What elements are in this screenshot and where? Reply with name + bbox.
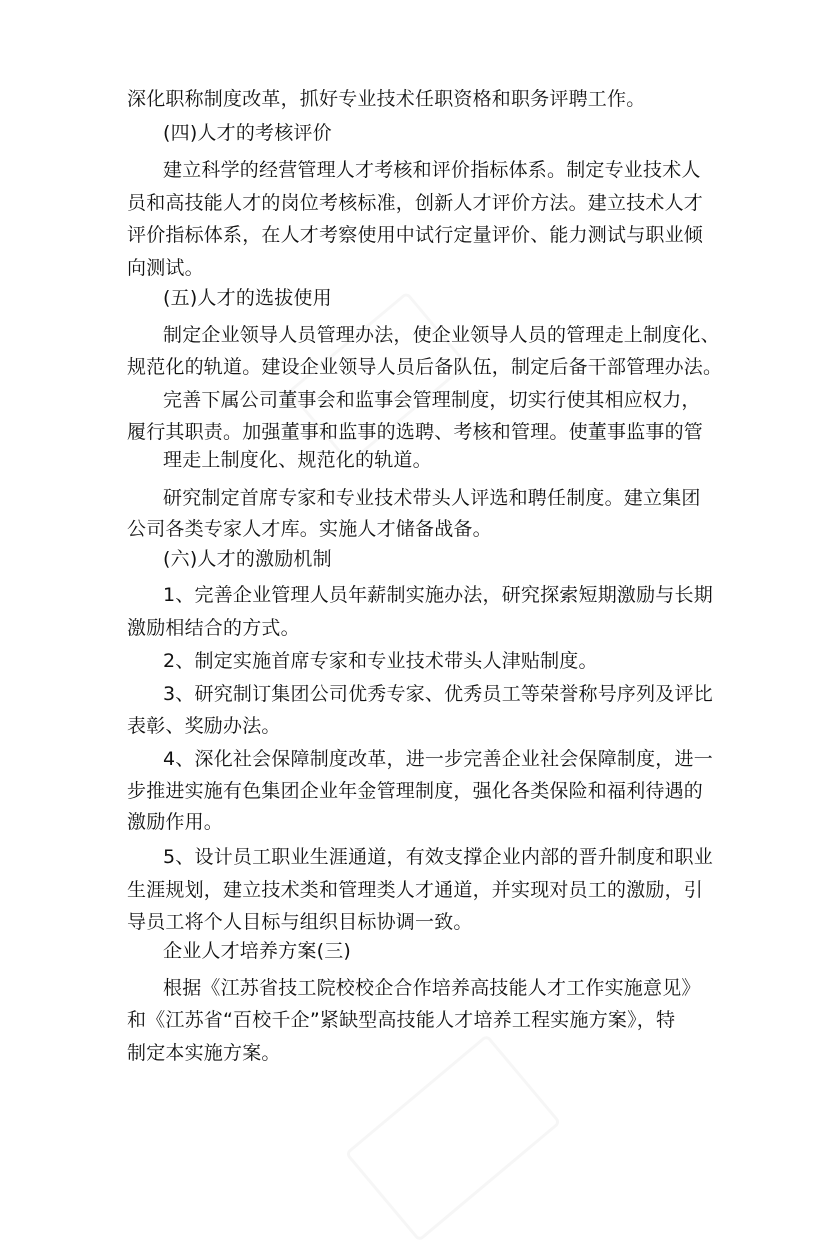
section-heading: (五)人才的选拔使用	[163, 287, 332, 309]
body-text-line: 和《江苏省“百校千企”紧缺型高技能人才培养工程实施方案》，特	[127, 1009, 676, 1031]
body-text-line: 评价指标体系，在人才考察使用中试行定量评价、能力测试与职业倾	[127, 224, 704, 246]
section-heading: (六)人才的激励机制	[163, 548, 332, 570]
body-text-line: 激励作用。	[127, 811, 224, 833]
body-text-line: 根据《江苏省技工院校校企合作培养高技能人才工作实施意见》	[163, 977, 701, 999]
body-text-line: 制定企业领导人员管理办法，使企业领导人员的管理走上制度化、	[163, 324, 720, 346]
watermark-shape	[344, 1034, 561, 1242]
body-text-line: 表彰、奖励办法。	[127, 715, 281, 737]
body-text-line: 4、深化社会保障制度改革，进一步完善企业社会保障制度，进一	[163, 748, 713, 770]
body-text-line: 完善下属公司董事会和监事会管理制度，切实行使其相应权力，	[163, 389, 701, 411]
body-text-line: 研究制定首席专家和专业技术带头人评选和聘任制度。建立集团	[163, 487, 701, 509]
body-text-line: 2、制定实施首席专家和专业技术带头人津贴制度。	[163, 650, 598, 672]
body-text-line: 5、设计员工职业生涯通道，有效支撑企业内部的晋升制度和职业	[163, 846, 713, 868]
body-text-line: 履行其职责。加强董事和监事的选聘、考核和管理。使董事监事的管	[127, 421, 704, 443]
body-text-line: 员和高技能人才的岗位考核标准，创新人才评价方法。建立技术人才	[127, 192, 704, 214]
body-text-line: 深化职称制度改革，抓好专业技术任职资格和职务评聘工作。	[127, 88, 646, 110]
body-text-line: 生涯规划，建立技术类和管理类人才通道，并实现对员工的激励，引	[127, 879, 704, 901]
body-text-line: 建立科学的经营管理人才考核和评价指标体系。制定专业技术人	[163, 159, 701, 181]
body-text-line: 步推进实施有色集团企业年金管理制度，强化各类保险和福利待遇的	[127, 780, 704, 802]
body-text-line: 向测试。	[127, 257, 204, 279]
body-text-line: 理走上制度化、规范化的轨道。	[163, 449, 432, 471]
body-text-line: 规范化的轨道。建设企业领导人员后备队伍，制定后备干部管理办法。	[127, 356, 723, 378]
body-text-line: 制定本实施方案。	[127, 1042, 281, 1064]
body-text-line: 导员工将个人目标与组织目标协调一致。	[127, 911, 473, 933]
body-text-line: 1、完善企业管理人员年薪制实施办法，研究探索短期激励与长期	[163, 584, 713, 606]
body-text-line: 激励相结合的方式。	[127, 617, 300, 639]
body-text-line: 3、研究制订集团公司优秀专家、优秀员工等荣誉称号序列及评比	[163, 683, 713, 705]
section-heading: 企业人才培养方案(三)	[163, 940, 352, 962]
body-text-line: 公司各类专家人才库。实施人才储备战备。	[127, 518, 492, 540]
section-heading: (四)人才的考核评价	[163, 122, 332, 144]
